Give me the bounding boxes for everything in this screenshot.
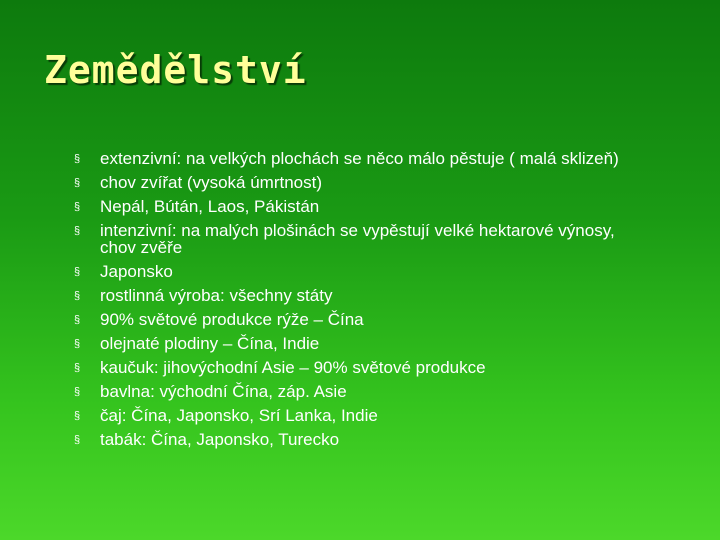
bullet-list	[74, 150, 654, 455]
list-item	[74, 431, 654, 448]
list-item-text: chov zvířat (vysoká úmrtnost)	[100, 173, 323, 192]
list-item-text: 90% světové produkce rýže – Čína	[100, 310, 364, 329]
bullet-icon: §	[74, 177, 81, 189]
bullet-icon: §	[74, 201, 81, 213]
bullet-icon: §	[74, 266, 81, 278]
list-item-text: Nepál, Bútán, Laos, Pákistán	[100, 197, 320, 216]
list-item	[74, 383, 654, 400]
list-item-text: rostlinná výroba: všechny státy	[100, 286, 333, 305]
bullet-icon: §	[74, 362, 81, 374]
list-item	[74, 311, 654, 328]
list-item-text: tabák: Čína, Japonsko, Turecko	[100, 430, 340, 449]
list-item	[74, 335, 654, 352]
list-item	[74, 263, 654, 280]
list-item	[74, 222, 654, 256]
list-item-text: intenzivní: na malých plošinách se vypěstují velké hektarové výnosy, chov zvěře	[100, 221, 615, 257]
list-item	[74, 359, 654, 376]
bullet-icon: §	[74, 225, 81, 237]
list-item-text: bavlna: východní Čína, záp. Asie	[100, 382, 347, 401]
bullet-icon: §	[74, 434, 81, 446]
list-item	[74, 174, 654, 191]
list-item-text: extenzivní: na velkých plochách se něco málo pěstuje ( malá sklizeň)	[100, 149, 619, 168]
list-item	[74, 198, 654, 215]
slide-title: Zemědělství	[44, 48, 307, 92]
bullet-icon: §	[74, 338, 81, 350]
list-item	[74, 407, 654, 424]
bullet-icon: §	[74, 290, 81, 302]
bullet-icon: §	[74, 410, 81, 422]
bullet-icon: §	[74, 314, 81, 326]
list-item-text: kaučuk: jihovýchodní Asie – 90% světové produkce	[100, 358, 486, 377]
list-item	[74, 150, 654, 167]
list-item-text: čaj: Čína, Japonsko, Srí Lanka, Indie	[100, 406, 378, 425]
bullet-icon: §	[74, 153, 81, 165]
list-item	[74, 287, 654, 304]
list-item-text: Japonsko	[100, 262, 173, 281]
bullet-icon: §	[74, 386, 81, 398]
list-item-text: olejnaté plodiny – Čína, Indie	[100, 334, 320, 353]
